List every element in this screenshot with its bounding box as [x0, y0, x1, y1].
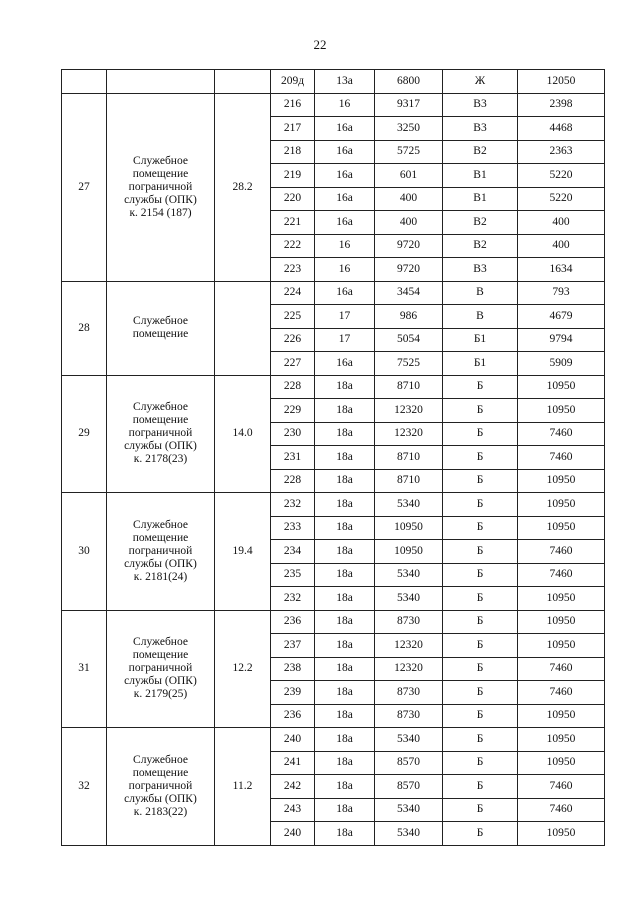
description-line: службы (ОПК) [124, 792, 197, 805]
amount-cell: 5220 [518, 164, 605, 188]
class-cell: Б [443, 493, 518, 517]
table-row [62, 493, 605, 517]
class-cell: Б1 [443, 328, 518, 352]
point-cell: 232 [271, 493, 315, 517]
room-description-cell [107, 493, 215, 611]
point-cell: 238 [271, 657, 315, 681]
point-cell: 243 [271, 798, 315, 822]
distance-cell: 8570 [375, 775, 443, 799]
distance-cell: 7525 [375, 352, 443, 376]
type-cell: 18а [315, 375, 375, 399]
table-row [62, 70, 605, 94]
class-cell: В3 [443, 258, 518, 282]
class-cell: В1 [443, 187, 518, 211]
amount-cell: 4679 [518, 305, 605, 329]
description-line: помещение [132, 531, 189, 544]
amount-cell: 7460 [518, 681, 605, 705]
area-cell [215, 281, 271, 375]
type-cell: 16а [315, 187, 375, 211]
distance-cell: 12320 [375, 422, 443, 446]
data-table [61, 69, 605, 846]
distance-cell: 12320 [375, 634, 443, 658]
amount-cell: 10950 [518, 516, 605, 540]
area-cell: 28.2 [215, 93, 271, 281]
type-cell: 16 [315, 93, 375, 117]
distance-cell: 8730 [375, 704, 443, 728]
class-cell: Б [443, 634, 518, 658]
point-cell: 236 [271, 704, 315, 728]
distance-cell: 5054 [375, 328, 443, 352]
distance-cell: 12320 [375, 399, 443, 423]
class-cell: Б [443, 704, 518, 728]
point-cell: 240 [271, 822, 315, 846]
amount-cell: 10950 [518, 704, 605, 728]
description-line: к. 2154 (187) [129, 206, 192, 219]
point-cell: 235 [271, 563, 315, 587]
distance-cell: 3454 [375, 281, 443, 305]
amount-cell: 2363 [518, 140, 605, 164]
point-cell: 220 [271, 187, 315, 211]
class-cell: Б [443, 610, 518, 634]
class-cell: В [443, 281, 518, 305]
class-cell: Б [443, 469, 518, 493]
class-cell: Б1 [443, 352, 518, 376]
description-line: пограничной [128, 544, 193, 557]
description-line: к. 2183(22) [133, 805, 188, 818]
table-row [62, 728, 605, 752]
class-cell: В2 [443, 211, 518, 235]
amount-cell: 400 [518, 234, 605, 258]
class-cell: Б [443, 516, 518, 540]
point-cell: 222 [271, 234, 315, 258]
type-cell: 18а [315, 469, 375, 493]
class-cell: Б [443, 798, 518, 822]
class-cell: В3 [443, 93, 518, 117]
type-cell: 18а [315, 446, 375, 470]
table-body [62, 70, 605, 846]
point-cell: 219 [271, 164, 315, 188]
room-description-cell [107, 281, 215, 375]
type-cell: 18а [315, 399, 375, 423]
type-cell: 18а [315, 587, 375, 611]
amount-cell: 10950 [518, 375, 605, 399]
table-row [62, 610, 605, 634]
description-line: Служебное [133, 401, 188, 414]
table-row [62, 281, 605, 305]
point-cell: 242 [271, 775, 315, 799]
description-line: к. 2179(25) [133, 688, 188, 701]
type-cell: 18а [315, 422, 375, 446]
class-cell: Б [443, 681, 518, 705]
distance-cell: 5340 [375, 728, 443, 752]
point-cell: 218 [271, 140, 315, 164]
type-cell: 16а [315, 164, 375, 188]
type-cell: 18а [315, 798, 375, 822]
header-cell: Ж [443, 70, 518, 94]
distance-cell: 8710 [375, 375, 443, 399]
point-cell: 227 [271, 352, 315, 376]
description-line: помещение [132, 649, 189, 662]
distance-cell: 8570 [375, 751, 443, 775]
distance-cell: 400 [375, 187, 443, 211]
type-cell: 18а [315, 775, 375, 799]
class-cell: Б [443, 657, 518, 681]
class-cell: В3 [443, 117, 518, 141]
distance-cell: 5340 [375, 563, 443, 587]
class-cell: Б [443, 446, 518, 470]
amount-cell: 400 [518, 211, 605, 235]
description-line: службы (ОПК) [124, 193, 197, 206]
type-cell: 18а [315, 728, 375, 752]
point-cell: 233 [271, 516, 315, 540]
description-line: к. 2178(23) [133, 453, 188, 466]
point-cell: 239 [271, 681, 315, 705]
amount-cell: 10950 [518, 634, 605, 658]
room-number-cell: 31 [62, 610, 107, 728]
room-number-cell: 28 [62, 281, 107, 375]
header-cell: 6800 [375, 70, 443, 94]
room-number-cell: 27 [62, 93, 107, 281]
type-cell: 16а [315, 281, 375, 305]
class-cell: Б [443, 775, 518, 799]
distance-cell: 3250 [375, 117, 443, 141]
amount-cell: 7460 [518, 540, 605, 564]
type-cell: 18а [315, 822, 375, 846]
point-cell: 240 [271, 728, 315, 752]
header-cell [215, 70, 271, 94]
header-cell: 12050 [518, 70, 605, 94]
point-cell: 228 [271, 375, 315, 399]
distance-cell: 601 [375, 164, 443, 188]
type-cell: 16а [315, 117, 375, 141]
description-line: пограничной [128, 427, 193, 440]
amount-cell: 4468 [518, 117, 605, 141]
point-cell: 230 [271, 422, 315, 446]
distance-cell: 8710 [375, 469, 443, 493]
description-line: пограничной [128, 779, 193, 792]
description-line: Служебное [133, 636, 188, 649]
point-cell: 237 [271, 634, 315, 658]
class-cell: В1 [443, 164, 518, 188]
point-cell: 229 [271, 399, 315, 423]
type-cell: 16 [315, 234, 375, 258]
amount-cell: 7460 [518, 657, 605, 681]
distance-cell: 8730 [375, 610, 443, 634]
room-number-cell: 29 [62, 375, 107, 493]
distance-cell: 5340 [375, 798, 443, 822]
point-cell: 232 [271, 587, 315, 611]
point-cell: 216 [271, 93, 315, 117]
class-cell: Б [443, 540, 518, 564]
amount-cell: 2398 [518, 93, 605, 117]
description-line: помещение [132, 414, 189, 427]
distance-cell: 8730 [375, 681, 443, 705]
point-cell: 228 [271, 469, 315, 493]
distance-cell: 9720 [375, 258, 443, 282]
distance-cell: 9317 [375, 93, 443, 117]
class-cell: В2 [443, 140, 518, 164]
type-cell: 16а [315, 140, 375, 164]
amount-cell: 7460 [518, 422, 605, 446]
point-cell: 224 [271, 281, 315, 305]
type-cell: 18а [315, 540, 375, 564]
distance-cell: 5340 [375, 587, 443, 611]
amount-cell: 10950 [518, 822, 605, 846]
description-line: службы (ОПК) [124, 675, 197, 688]
class-cell: В2 [443, 234, 518, 258]
class-cell: Б [443, 375, 518, 399]
class-cell: Б [443, 822, 518, 846]
point-cell: 217 [271, 117, 315, 141]
distance-cell: 9720 [375, 234, 443, 258]
description-line: помещение [132, 766, 189, 779]
amount-cell: 7460 [518, 798, 605, 822]
distance-cell: 986 [375, 305, 443, 329]
amount-cell: 10950 [518, 493, 605, 517]
point-cell: 221 [271, 211, 315, 235]
description-line: службы (ОПК) [124, 557, 197, 570]
area-cell: 12.2 [215, 610, 271, 728]
distance-cell: 10950 [375, 540, 443, 564]
room-description-cell [107, 728, 215, 846]
point-cell: 223 [271, 258, 315, 282]
description-line: Служебное [133, 518, 188, 531]
point-cell: 231 [271, 446, 315, 470]
area-cell: 19.4 [215, 493, 271, 611]
amount-cell: 7460 [518, 446, 605, 470]
room-number-cell: 30 [62, 493, 107, 611]
description-line: Служебное [133, 315, 188, 327]
page-number: 22 [313, 37, 327, 52]
header-cell: 209д [271, 70, 315, 94]
class-cell: Б [443, 563, 518, 587]
type-cell: 18а [315, 563, 375, 587]
amount-cell: 10950 [518, 751, 605, 775]
header-cell [107, 70, 215, 94]
description-line: помещение [132, 167, 189, 180]
description-line: Служебное [133, 753, 188, 766]
type-cell: 18а [315, 681, 375, 705]
type-cell: 18а [315, 493, 375, 517]
distance-cell: 400 [375, 211, 443, 235]
class-cell: Б [443, 587, 518, 611]
point-cell: 234 [271, 540, 315, 564]
distance-cell: 10950 [375, 516, 443, 540]
distance-cell: 5340 [375, 493, 443, 517]
distance-cell: 8710 [375, 446, 443, 470]
amount-cell: 9794 [518, 328, 605, 352]
class-cell: Б [443, 422, 518, 446]
point-cell: 226 [271, 328, 315, 352]
amount-cell: 793 [518, 281, 605, 305]
amount-cell: 7460 [518, 563, 605, 587]
description-line: к. 2181(24) [133, 570, 188, 583]
description-line: помещение [132, 328, 189, 340]
type-cell: 18а [315, 657, 375, 681]
description-line: Служебное [133, 154, 188, 167]
type-cell: 18а [315, 610, 375, 634]
description-line: пограничной [128, 180, 193, 193]
table-row [62, 93, 605, 117]
class-cell: В [443, 305, 518, 329]
type-cell: 17 [315, 305, 375, 329]
point-cell: 225 [271, 305, 315, 329]
type-cell: 18а [315, 751, 375, 775]
type-cell: 16 [315, 258, 375, 282]
amount-cell: 10950 [518, 399, 605, 423]
amount-cell: 5220 [518, 187, 605, 211]
table-row [62, 375, 605, 399]
amount-cell: 7460 [518, 775, 605, 799]
area-cell: 11.2 [215, 728, 271, 846]
type-cell: 16а [315, 352, 375, 376]
class-cell: Б [443, 728, 518, 752]
class-cell: Б [443, 399, 518, 423]
type-cell: 18а [315, 516, 375, 540]
description-line: пограничной [128, 662, 193, 675]
area-cell: 14.0 [215, 375, 271, 493]
type-cell: 16а [315, 211, 375, 235]
description-line: службы (ОПК) [124, 440, 197, 453]
header-cell [62, 70, 107, 94]
amount-cell: 10950 [518, 469, 605, 493]
amount-cell: 1634 [518, 258, 605, 282]
distance-cell: 5725 [375, 140, 443, 164]
point-cell: 236 [271, 610, 315, 634]
room-number-cell: 32 [62, 728, 107, 846]
type-cell: 18а [315, 634, 375, 658]
amount-cell: 10950 [518, 587, 605, 611]
type-cell: 18а [315, 704, 375, 728]
type-cell: 17 [315, 328, 375, 352]
point-cell: 241 [271, 751, 315, 775]
amount-cell: 10950 [518, 610, 605, 634]
class-cell: Б [443, 751, 518, 775]
distance-cell: 12320 [375, 657, 443, 681]
header-cell: 13а [315, 70, 375, 94]
room-description-cell [107, 375, 215, 493]
amount-cell: 5909 [518, 352, 605, 376]
distance-cell: 5340 [375, 822, 443, 846]
room-description-cell [107, 93, 215, 281]
amount-cell: 10950 [518, 728, 605, 752]
room-description-cell [107, 610, 215, 728]
